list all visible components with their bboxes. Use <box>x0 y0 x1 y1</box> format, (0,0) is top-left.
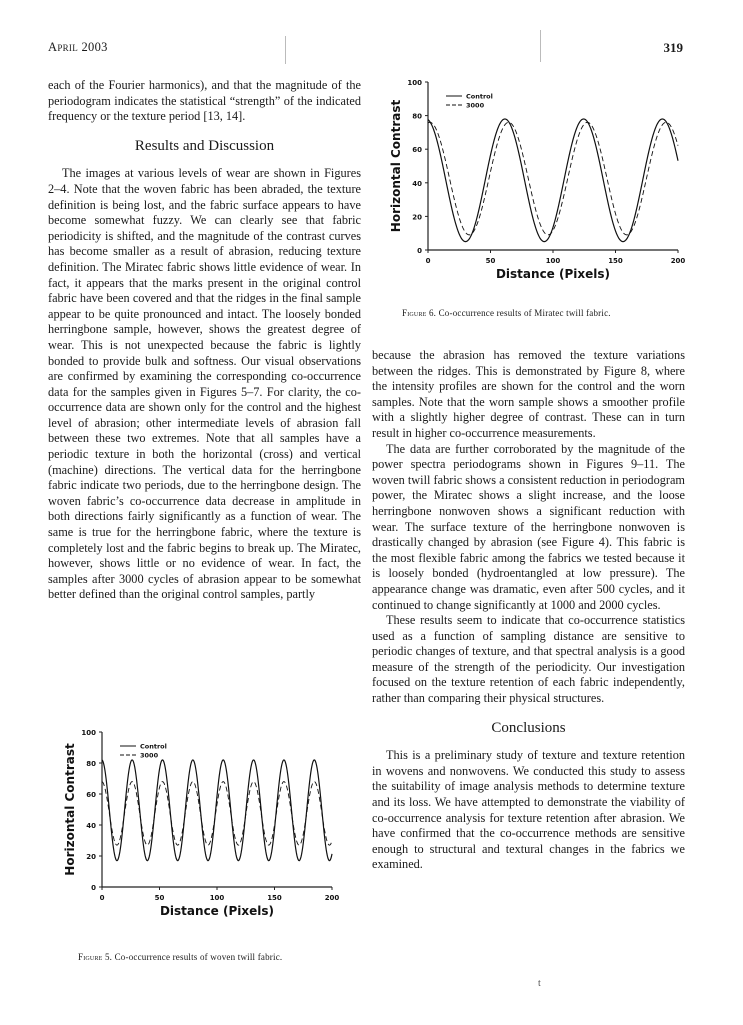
y-axis-title: Horizontal Contrast <box>389 99 403 233</box>
scan-mark: t <box>538 978 541 989</box>
right-paragraph-2: The data are further corroborated by the magnitude of the power spectra periodograms shown in Figures 9–11. The woven twill fabric shows a consistent reduction in periodogram power, the Miratec shows a slight increase, and the loose herringbone nonwoven shows a significant reduction with wear. The surface texture of the herringbone nonwoven is drastically changed by abrasion (see Figure 4). This fabric is the most flexible fabric among the fabrics we tested because it is loosely bonded (hydroentangled at low pressure). The appearance change was dramatic, even after 500 cycles, and it continued to change significantly at 1000 and 2000 cycles. <box>372 441 685 612</box>
figure-5 <box>60 720 350 935</box>
figure-6-chart <box>388 72 688 292</box>
figure-6-caption <box>402 308 611 318</box>
y-axis-title: Horizontal Contrast <box>63 743 77 876</box>
x-tick-label: 200 <box>324 894 340 902</box>
y-tick-label: 80 <box>412 112 422 121</box>
series-line-control <box>102 760 332 861</box>
right-paragraph-1: because the abrasion has removed the texture variations between the ridges. This is demonstrated by Figure 8, where the intensity profiles are shown for the control and the worn samples. Note that the worn sample shows a smoother profile with a slightly higher degree of contrast. These can in turn result in higher co-occurrence measurements. <box>372 348 685 440</box>
x-tick-label: 100 <box>545 257 561 265</box>
right-paragraph-3: These results seem to indicate that co-occurrence statistics used as a function of sampling distance are sensitive to periodic changes of texture, and that spectral analysis is a good measure of the strength of the periodicity. Our investigation focused on the texture retention of each fabric independently, rather than comparing their physical structures. <box>372 613 685 706</box>
scan-rule-right <box>540 30 541 62</box>
right-paragraph-4: This is a preliminary study of texture and texture retention in wovens and nonwovens. We conducted this study to assess the suitability of image analysis methods to determine texture and its loss. We have attempted to demonstrate the viability of co-occurrence analysis for texture retention after abrasion. We have confirmed that the co-occurrence methods are sensitive enough to structural and textural changes in the fabrics we examined. <box>372 748 685 872</box>
legend-label-3000: 3000 <box>140 751 159 760</box>
figure-5-caption <box>78 952 282 962</box>
y-tick-label: 0 <box>417 247 422 255</box>
y-tick-label: 60 <box>412 146 422 155</box>
y-tick-label: 40 <box>86 822 96 830</box>
figure-5-label: Figure 5. <box>78 952 113 962</box>
y-tick-label: 20 <box>86 853 96 861</box>
series-line-3000 <box>428 122 678 235</box>
x-tick-label: 150 <box>267 894 282 902</box>
y-tick-label: 20 <box>412 213 422 222</box>
x-tick-label: 200 <box>670 257 686 265</box>
y-tick-label: 80 <box>86 760 96 768</box>
right-column <box>372 348 685 873</box>
header-year: 2003 <box>81 40 108 54</box>
y-tick-label: 40 <box>412 179 422 188</box>
figure-5-chart <box>60 720 350 930</box>
intro-text: each of the Fourier harmonics), and that the magnitude of the periodogram indicates the statistical “strength” of the indicated frequency or the texture period [13, 14]. <box>48 78 361 124</box>
x-axis-title: Distance (Pixels) <box>495 267 611 281</box>
running-header <box>48 40 108 55</box>
series-line-control <box>428 119 678 242</box>
y-tick-label: 60 <box>86 791 96 799</box>
legend-label-3000: 3000 <box>466 101 485 110</box>
section-title-conclusions: Conclusions <box>491 719 566 736</box>
figure-6-label: Figure 6. <box>402 308 437 318</box>
figure-6 <box>388 72 688 297</box>
section-title-results: Results and Discussion <box>134 137 275 154</box>
results-paragraph: The images at various levels of wear are shown in Figures 2–4. Note that the woven fabric has been abraded, the texture definition is being lost, and the fabric surface appears to have become somewhat fuzzy. We can clearly see that fabric periodicity is shifted, and the magnitude of the contrast curves has become smaller as a result of abrasion, reducing texture definition. The Miratec fabric shows little evidence of wear. In fact, it appears that the marks present in the original control fabric have been covered and that the ridges in the final sample appear to be quite pronounced and intact. The loosely bonded herringbone sample, however, shows the greatest degree of wear. This is not unexpected because the fabric is lightly bonded to provide bulk and softness. Our visual observations are confirmed by examining the corresponding co-occurrence data for the samples given in Figures 5–7. For clarity, the co-occurrence data are shown only for the control and the highest level of abrasion; other intermediate levels of abrasion fall between these two extremes. Note that all samples have a periodic texture in both the horizontal (cross) and vertical (machine) directions. The vertical data for the herringbone fabric indicate two periods, due to the herringbone design. The woven fabric’s co-occurrence data decrease in amplitude in both directions fairly significantly as a function of wear. The same is true for the herringbone fabric, where the texture is completely lost and the fabric begins to break up. The Miratec, however, shows little or no evidence of wear. In fact, the samples after 3000 cycles of abrasion appear to be somewhat better defined than the original control samples, partly <box>48 166 361 602</box>
figure-5-caption-text: Co-occurrence results of woven twill fabric. <box>114 952 283 962</box>
figure-6-caption-text: Co-occurrence results of Miratec twill fabric. <box>438 308 611 318</box>
legend-label-control: Control <box>466 92 493 101</box>
x-tick-label: 50 <box>485 257 496 265</box>
x-tick-label: 150 <box>608 257 623 265</box>
scan-rule-left <box>285 36 286 64</box>
x-axis-title: Distance (Pixels) <box>159 904 275 918</box>
x-tick-label: 50 <box>154 894 165 902</box>
x-tick-label: 0 <box>99 894 105 902</box>
page-number: 319 <box>663 40 683 55</box>
y-tick-label: 0 <box>91 884 96 892</box>
x-tick-label: 100 <box>209 894 225 902</box>
y-tick-label: 100 <box>407 79 422 87</box>
legend-label-control: Control <box>140 742 167 751</box>
header-month: April <box>48 40 79 54</box>
y-tick-label: 100 <box>81 729 96 737</box>
x-tick-label: 0 <box>425 257 431 265</box>
left-column <box>48 78 361 603</box>
